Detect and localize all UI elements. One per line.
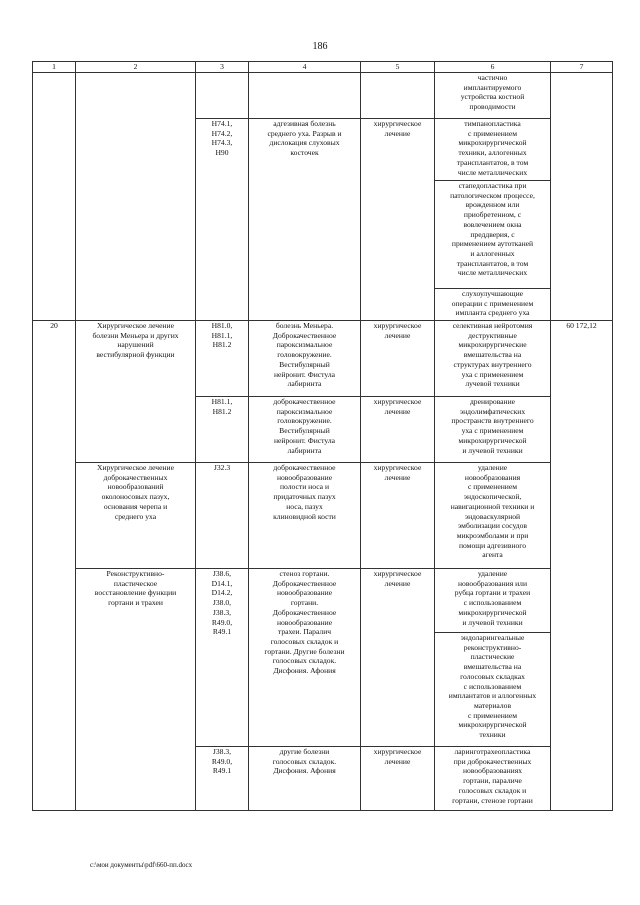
column-number: 5 <box>361 62 435 73</box>
treatment-method-cell: удаление новообразования или рубца гортани и трахеи с использованием микрохирургической и лучевой техники <box>435 569 551 633</box>
table-row <box>33 73 613 119</box>
column-number: 6 <box>435 62 551 73</box>
table-row <box>33 569 613 633</box>
treatment-method-cell: удаление новообразования с применением эндоскопической, навигационной техники и эндоваскулярной эмболизации сосудов микроэмболами и при помощи адгезивного агента <box>435 463 551 569</box>
treatment-method-cell: частично имплантируемого устройства костной проводимости <box>435 73 551 119</box>
treatment-profile-cell: Реконструктивно- пластическое восстановление функции гортани и трахеи <box>76 569 196 811</box>
page-number: 186 <box>312 41 328 52</box>
treatment-type-cell: хирургическое лечение <box>361 569 435 747</box>
cost-cell <box>551 73 613 321</box>
treatment-type-cell: хирургическое лечение <box>361 397 435 463</box>
treatment-method-cell: стапедопластика при патологическом процессе, врожденном или приобретенном, с вовлечением окна преддверия, с применением аутотканей и аллогенных трансплантатов, в том числе металлических <box>435 181 551 289</box>
treatment-method-cell: ларинготрахеопластика при доброкачественных новообразованиях гортани, параличе голосовых складок и гортани, стенозе гортани <box>435 747 551 811</box>
column-number: 1 <box>33 62 76 73</box>
diagnosis-cell: адгезивная болезнь среднего уха. Разрыв и дислокация слуховых косточек <box>249 119 361 321</box>
treatment-method-cell: селективная нейротомия деструктивные микрохирургические вмешательства на структурах внутреннего уха с применением лучевой техники <box>435 321 551 397</box>
diagnosis-cell: доброкачественное новообразование полости носа и придаточных пазух носа, пазух клиновидной кости <box>249 463 361 569</box>
cost-cell: 60 172,12 <box>551 321 613 811</box>
column-number: 2 <box>76 62 196 73</box>
icd-codes-cell: J38.6, D14.1, D14.2, J38.0, J38.3, R49.0, R49.1 <box>196 569 249 747</box>
table-row <box>33 321 613 397</box>
treatment-type-cell: хирургическое лечение <box>361 119 435 321</box>
column-number: 3 <box>196 62 249 73</box>
treatment-type-cell <box>361 73 435 119</box>
treatment-profile-cell: Хирургическое лечение доброкачественных новообразований околоносовых пазух, основания черепа и среднего уха <box>76 463 196 569</box>
table-row <box>33 463 613 569</box>
treatment-type-cell: хирургическое лечение <box>361 321 435 397</box>
diagnosis-cell <box>249 73 361 119</box>
icd-codes-cell: H81.1, H81.2 <box>196 397 249 463</box>
row-number-cell: 20 <box>33 321 76 811</box>
diagnosis-cell: стеноз гортани. Доброкачественное новообразование гортани. Доброкачественное новообразование трахеи. Паралич голосовых складок и гортани. Другие болезни голосовых складок. Дисфония. Афония <box>249 569 361 747</box>
column-number: 4 <box>249 62 361 73</box>
diagnosis-cell: болезнь Меньера. Доброкачественное пароксизмальное головокружение. Вестибулярный нейронит. Фистула лабиринта <box>249 321 361 397</box>
icd-codes-cell <box>196 73 249 119</box>
icd-codes-cell: J38.3, R49.0, R49.1 <box>196 747 249 811</box>
file-path-footer: c:\мои документы\pdf\660-пп.docx <box>90 861 193 869</box>
treatment-profile-cell: Хирургическое лечение болезни Меньера и других нарушений вестибулярной функции <box>76 321 196 463</box>
column-number: 7 <box>551 62 613 73</box>
treatment-method-cell: дренирование эндолимфатических пространств внутреннего уха с применением микрохирургической и лучевой техники <box>435 397 551 463</box>
treatment-profile-cell <box>76 73 196 321</box>
icd-codes-cell: H74.1, H74.2, H74.3, H90 <box>196 119 249 321</box>
icd-codes-cell: J32.3 <box>196 463 249 569</box>
treatment-type-cell: хирургическое лечение <box>361 463 435 569</box>
diagnosis-cell: другие болезни голосовых складок. Дисфония. Афония <box>249 747 361 811</box>
treatment-method-cell: эндоларингеальные реконструктивно- пластические вмешательства на голосовых складках с использованием имплантатов и аллогенных материалов с применением микрохирургической техники <box>435 633 551 747</box>
column-number-row <box>33 62 613 73</box>
diagnosis-cell: доброкачественное пароксизмальное головокружение. Вестибулярный нейронит. Фистула лабиринта <box>249 397 361 463</box>
row-number-cell <box>33 73 76 321</box>
treatment-method-cell: слухоулучшающие операции с применением импланта среднего уха <box>435 289 551 321</box>
icd-codes-cell: H81.0, H81.1, H81.2 <box>196 321 249 397</box>
treatment-method-cell: тимпанопластика с применением микрохирургической техники, аллогенных трансплантатов, в том числе металлических <box>435 119 551 181</box>
procedures-table <box>32 61 613 811</box>
treatment-type-cell: хирургическое лечение <box>361 747 435 811</box>
